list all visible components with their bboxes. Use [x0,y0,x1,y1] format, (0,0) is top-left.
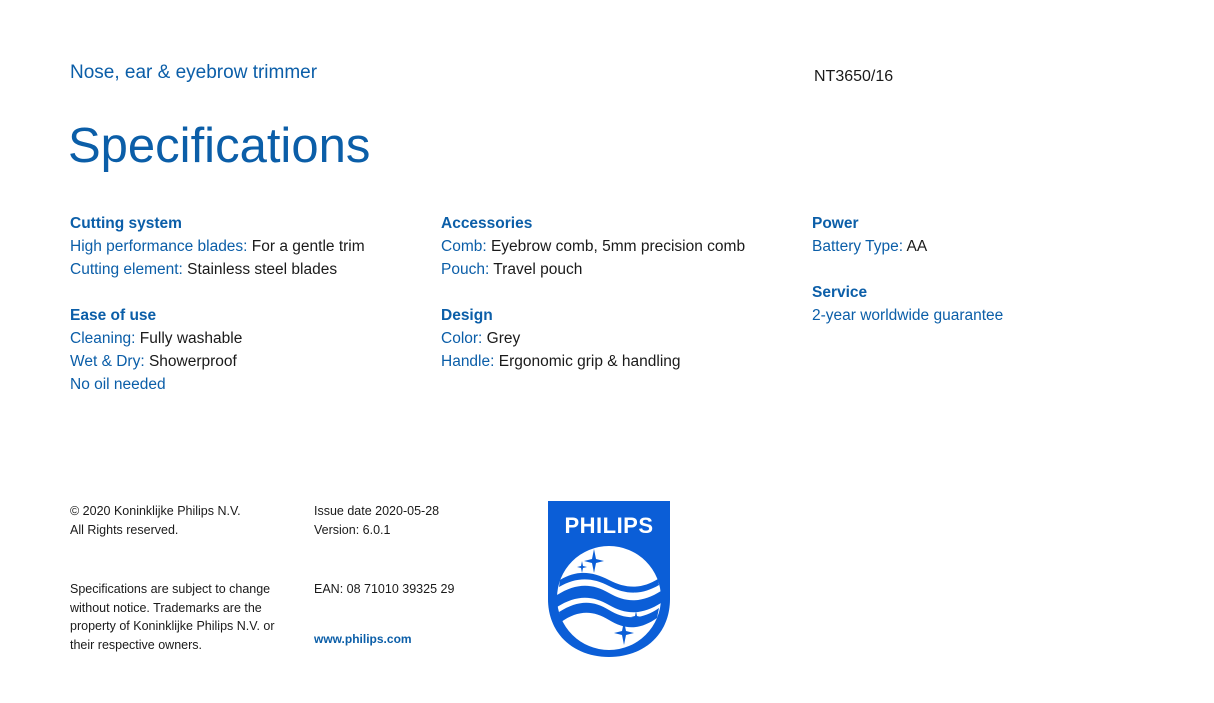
spec-row [441,258,801,281]
philips-shield-logo [546,499,672,659]
spec-label: Comb: [441,238,487,255]
group-heading: Cutting system [70,215,182,232]
spec-value: AA [903,238,928,255]
spec-label: Cutting element: [70,261,183,278]
disclaimer-line: property of Koninklijke Philips N.V. or [70,619,275,633]
page-title: Specifications [68,119,371,173]
spec-row [441,350,801,373]
logo-wordmark: PHILIPS [564,513,654,538]
group-heading: Service [812,284,868,301]
spec-group-cutting-system [70,212,430,281]
disclaimer-block [70,580,300,654]
copyright-line: © 2020 Koninklijke Philips N.V. [70,504,241,518]
spec-label: Handle: [441,353,495,370]
spec-row [70,350,430,373]
spec-value: Stainless steel blades [182,261,338,278]
group-heading: Design [441,307,493,324]
spec-row [441,327,801,350]
spec-label: 2-year worldwide guarantee [812,307,1004,324]
disclaimer-line: Specifications are subject to change [70,582,271,596]
spec-row [812,235,1172,258]
spec-label: Cleaning: [70,330,136,347]
rights-line: All Rights reserved. [70,522,179,537]
spec-label: Color: [441,330,483,347]
disclaimer-line: without notice. Trademarks are the [70,600,262,615]
spec-group-power [812,212,1172,258]
spec-value: Travel pouch [489,261,583,278]
spec-group-design [441,304,801,373]
spec-row [70,235,430,258]
copyright-block [70,502,241,539]
website-link[interactable]: www.philips.com [314,632,412,646]
spec-value: For a gentle trim [247,238,365,255]
spec-value: Grey [482,330,521,347]
spec-label: Pouch: [441,261,490,278]
spec-row [441,235,801,258]
disclaimer-line: their respective owners. [70,637,203,652]
spec-value: Ergonomic grip & handling [494,353,681,370]
issue-block [314,502,439,539]
spec-column-3 [812,212,1172,350]
spec-label: High performance blades: [70,238,248,255]
spec-column-2 [441,212,801,396]
issue-date: Issue date 2020-05-28 [314,504,440,518]
product-subtitle: Nose, ear & eyebrow trimmer [70,62,318,83]
spec-value: Showerproof [144,353,237,370]
spec-value: Fully washable [135,330,243,347]
spec-row [70,327,430,350]
version: Version: 6.0.1 [314,522,391,537]
spec-row [812,304,1172,327]
spec-label: Battery Type: [812,238,904,255]
ean-code: EAN: 08 71010 39325 29 [314,582,455,596]
spec-group-ease-of-use [70,304,430,396]
spec-label: Wet & Dry: [70,353,145,370]
spec-value: Eyebrow comb, 5mm precision comb [486,238,746,255]
group-heading: Power [812,215,859,232]
spec-row [70,258,430,281]
spec-group-service [812,281,1172,327]
group-heading: Ease of use [70,307,157,324]
spec-row [70,373,430,396]
model-number: NT3650/16 [814,68,894,85]
spec-label: No oil needed [70,376,166,393]
spec-group-accessories [441,212,801,281]
group-heading: Accessories [441,215,533,232]
spec-column-1 [70,212,430,419]
